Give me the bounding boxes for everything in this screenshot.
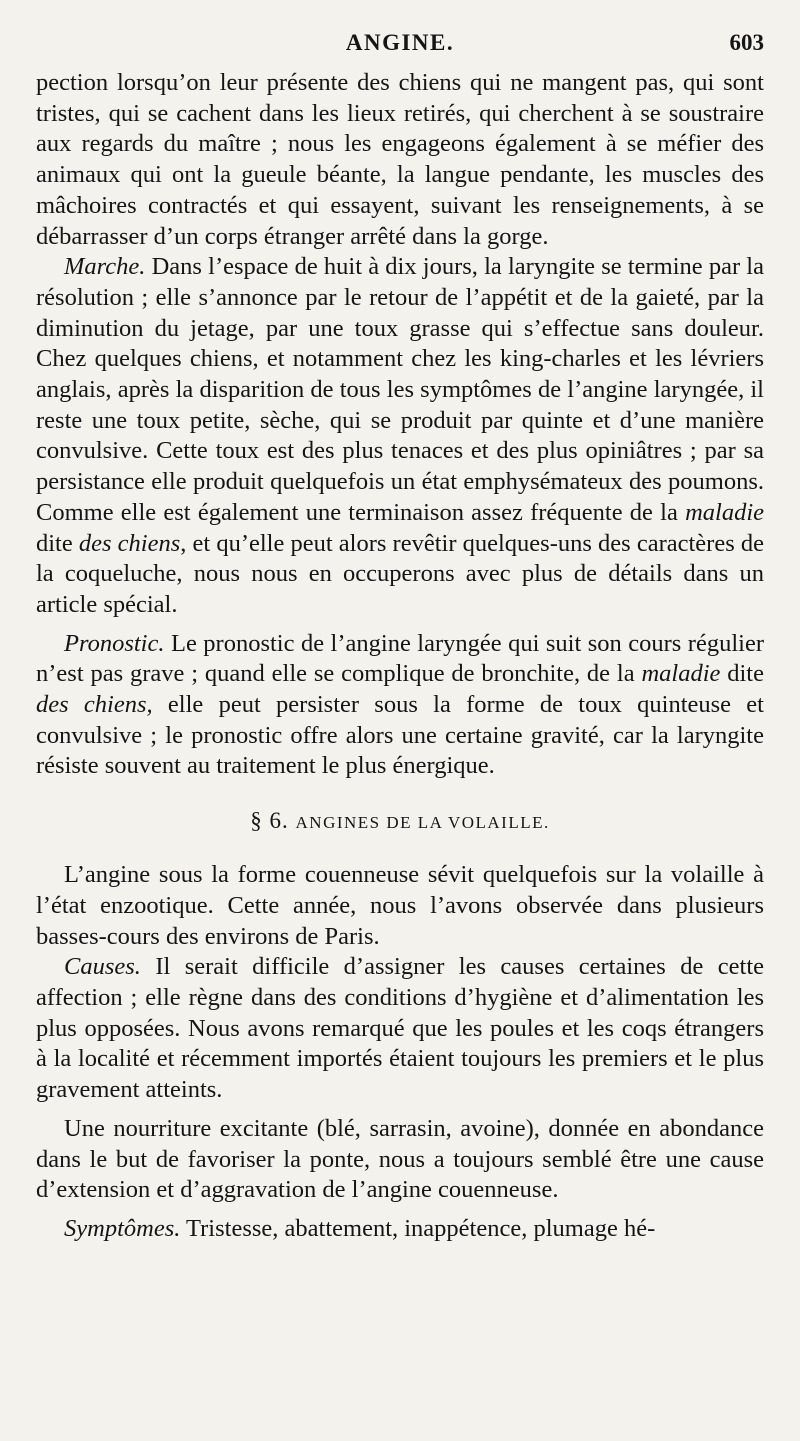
paragraph-text: Il serait difficile d’assigner les causes certaines de cette affection ; elle règne dans des conditions d’hygiène et d’alimentation les plus opposées. Nous avons remarqué que les poules et les coqs étrangers à la localité et récemment importés étaient toujours les premiers et le plus gravement atteints. (36, 953, 764, 1104)
paragraph-text: dite (720, 660, 764, 688)
paragraph-text: elle peut persister sous la forme de toux quinteuse et convulsive ; le pronostic offre alors une certaine gravité, car la laryngite résiste souvent au traitement le plus énergique. (36, 691, 764, 780)
section-heading (36, 806, 764, 838)
paragraph-heading-marche: Marche. (64, 253, 146, 281)
italic-term: des chiens (78, 529, 181, 557)
paragraph-text: L’angine sous la forme couenneuse sévit quelquefois sur la volaille à l’état enzootique. Cette année, nous l’avons observée dans plusieurs basses-cours des environs de Paris. (36, 861, 764, 950)
paragraph-text: pection lorsqu’on leur présente des chiens qui ne mangent pas, qui sont tristes, qui se cachent dans les lieux retirés, qui cherchent à se soustraire aux regards du maître ; nous les engageons également à se méfier des animaux qui ont la gueule béante, la langue pendante, les muscles des mâchoires contractés et qui essayent, suivant les renseignements, à se débarrasser d’un corps étranger arrêté dans la gorge. (36, 69, 764, 250)
paragraph-heading-symptomes: Symptômes. (64, 1214, 181, 1242)
body-text (36, 68, 764, 1245)
paragraph-continuation (36, 68, 764, 252)
page-number: 603 (729, 30, 764, 55)
section-number: § 6. (250, 808, 289, 834)
paragraph-nourriture (36, 1114, 764, 1206)
running-title: ANGINE. (345, 30, 455, 55)
paragraph-text: dite (36, 529, 79, 557)
paragraph-text: Tristesse, abattement, inappétence, plumage hé- (180, 1214, 656, 1242)
paragraph-symptomes (36, 1214, 764, 1245)
paragraph-text: , et qu’elle peut alors revêtir quelques-uns des caractères de la coqueluche, nous nous en occuperons avec plus de détails dans un article spécial. (36, 529, 764, 618)
paragraph-heading-causes: Causes. (64, 953, 141, 981)
paragraph-text: Une nourriture excitante (blé, sarrasin, avoine), donnée en abondance dans le but de favoriser la ponte, nous a toujours semblé être une cause d’extension et d’aggravation de l’angine couenneuse. (36, 1114, 764, 1204)
italic-term: des chiens, (36, 691, 153, 719)
paragraph-text: Dans l’espace de huit à dix jours, la laryngite se termine par la résolution ; elle s’annonce par le retour de l’appétit et de la gaieté, par la diminution du jetage, par une toux grasse qui s’effectue sans douleur. Chez quelques chiens, et notamment chez les king-charles et les lévriers anglais, après la disparition de tous les symptômes de l’angine laryngée, il reste une toux petite, sèche, qui se produit par quinte et d’une manière convulsive. Cette toux est des plus tenaces et des plus opiniâtres ; par sa persistance elle produit quelquefois un état emphysémateux des poumons. Comme elle est également une terminaison assez fréquente de la (36, 253, 764, 526)
section-title: ANGINES DE LA VOLAILLE. (295, 813, 550, 833)
paragraph-causes (36, 952, 764, 1106)
italic-term: maladie (641, 660, 721, 688)
paragraph-marche (36, 252, 764, 620)
paragraph-heading-pronostic: Pronostic. (64, 629, 165, 657)
paragraph-pronostic (36, 629, 764, 783)
paragraph-text: Le pronostic de l’angine laryngée qui suit son cours régulier n’est pas grave ; quand elle se complique de bronchite, de la (36, 629, 764, 688)
paragraph-intro (36, 860, 764, 952)
running-header (36, 26, 764, 68)
italic-term: maladie (685, 498, 764, 526)
